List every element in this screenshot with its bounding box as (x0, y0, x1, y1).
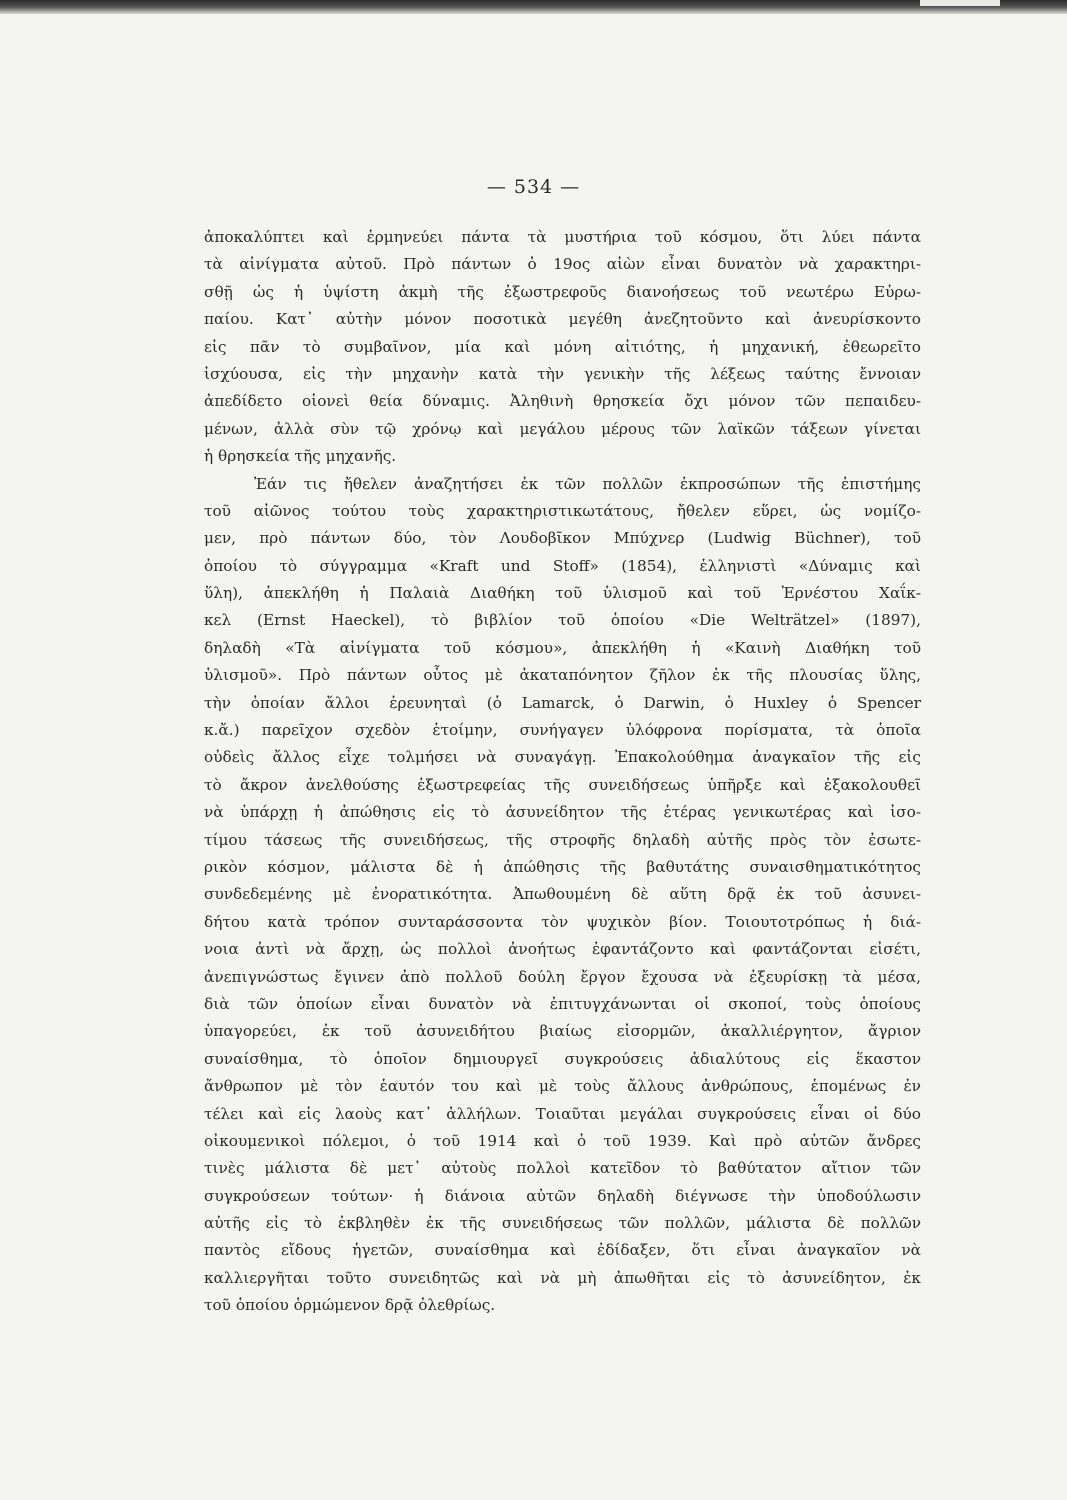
text-line: ὕλη), ἀπεκλήθη ἡ Παλαιὰ Διαθήκη τοῦ ὑλισμοῦ καὶ τοῦ Ἐρνέστου Χαΐκ- (204, 584, 921, 603)
text-line: αὐτῆς εἰς τὸ ἐκβληθὲν ἐκ τῆς συνειδήσεως τῶν πολλῶν, μάλιστα δὲ πολλῶν (204, 1214, 921, 1233)
text-line: μένων, ἀλλὰ σὺν τῷ χρόνῳ καὶ μεγάλου μέρους τῶν λαϊκῶν τάξεων γίνεται (204, 419, 921, 438)
paragraph-1 (204, 224, 921, 471)
text-line: τὴν ὁποίαν ἄλλοι ἐρευνηταὶ (ὁ Lamarck, ὁ Darwin, ὁ Huxley ὁ Spencer (204, 693, 921, 712)
text-line: εἰς πᾶν τὸ συμβαῖνον, μία καὶ μόνη αἰτιότης, ἡ μηχανική, ἐθεωρεῖτο (204, 337, 921, 356)
body-text (204, 224, 921, 1320)
text-line: ὁποίου τὸ σύγγραμμα «Kraft und Stoff» (1854), ἑλληνιστὶ «Δύναμις καὶ (204, 556, 921, 575)
text-line: ἀποκαλύπτει καὶ ἑρμηνεύει πάντα τὰ μυστήρια τοῦ κόσμου, ὅτι λύει πάντα (204, 228, 921, 246)
text-line: ἀπεδίδετο οἱονεὶ θεία δύναμις. Ἀληθινὴ θρησκεία ὄχι μόνον τῶν πεπαιδευ- (204, 392, 921, 411)
text-line: συγκρούσεων τούτων· ἡ διάνοια αὐτῶν δηλαδὴ διέγνωσε τὴν ὑποδούλωσιν (204, 1186, 921, 1205)
text-line: κ.ἄ.) παρεῖχον σχεδὸν ἑτοίμην, συνήγαγεν ὑλόφρονα πορίσματα, τὰ ὁποῖα (204, 721, 921, 740)
text-line: ἄνθρωπον μὲ τὸν ἑαυτόν του καὶ μὲ τοὺς ἄλλους ἀνθρώπους, ἑπομένως ἐν (204, 1077, 921, 1096)
text-line: νοια ἀντὶ νὰ ἄρχῃ, ὡς πολλοὶ ἀνοήτως ἐφαντάζοντο καὶ φαντάζονται εἰσέτι, (204, 940, 921, 959)
text-line: τέλει καὶ εἰς λαοὺς κατ᾽ ἀλλήλων. Τοιαῦται μεγάλαι συγκρούσεις εἶναι οἱ δύο (204, 1104, 921, 1123)
text-line: κελ (Ernst Haeckel), τὸ βιβλίον τοῦ ὁποίου «Die Welträtzel» (1897), (204, 611, 921, 630)
text-line: ἰσχύουσα, εἰς τὴν μηχανὴν κατὰ τὴν γενικὴν τῆς λέξεως ταύτης ἔννοιαν (204, 364, 921, 383)
text-line: ὑπαγορεύει, ἐκ τοῦ ἀσυνειδήτου βιαίως εἰσορμῶν, ἀκαλλιέργητον, ἄγριον (204, 1022, 921, 1041)
text-line: δηλαδὴ «Τὰ αἰνίγματα τοῦ κόσμου», ἀπεκλήθη ἡ «Καινὴ Διαθήκη τοῦ (204, 638, 921, 657)
text-line: συνδεδεμένης μὲ ἐνορατικότητα. Ἀπωθουμένη δὲ αὕτη δρᾷ ἐκ τοῦ ἀσυνει- (204, 885, 921, 904)
text-line: τινὲς μάλιστα δὲ μετ᾽ αὐτοὺς πολλοὶ κατεῖδον τὸ βαθύτατον αἴτιον τῶν (204, 1159, 921, 1178)
text-line: ρικὸν κόσμον, μάλιστα δὲ ἡ ἀπώθησις τῆς βαθυτάτης συναισθηματικότητος (204, 857, 921, 876)
text-line: δήτου κατὰ τρόπον συνταράσσοντα τὸν ψυχικὸν βίον. Τοιουτοτρόπως ἡ διά- (204, 912, 921, 931)
text-line: ὑλισμοῦ». Πρὸ πάντων οὗτος μὲ ἀκαταπόνητον ζῆλον ἐκ τῆς πλουσίας ὕλης, (204, 666, 921, 685)
text-line: μεν, πρὸ πάντων δύο, τὸν Λουδοβῖκον Μπύχνερ (Ludwig Büchner), τοῦ (204, 529, 921, 548)
text-line: τοῦ ὁποίου ὁρμώμενον δρᾷ ὀλεθρίως. (204, 1296, 496, 1315)
paragraph-2 (204, 471, 921, 1320)
text-line: σθῇ ὡς ἡ ὑψίστη ἀκμὴ τῆς ἐξωστρεφοῦς διανοήσεως τοῦ νεωτέρω Εὐρω- (204, 282, 921, 301)
text-line: Ἐάν τις ἤθελεν ἀναζητήσει ἐκ τῶν πολλῶν ἐκπροσώπων τῆς ἐπιστήμης (254, 474, 921, 493)
text-line: ἀνεπιγνώστως ἔγινεν ἀπὸ πολλοῦ δούλη ἔργον ἔχουσα νὰ ἐξευρίσκῃ τὰ μέσα, (204, 967, 921, 986)
text-line: νὰ ὑπάρχῃ ἡ ἀπώθησις εἰς τὸ ἀσυνείδητον τῆς ἑτέρας γενικωτέρας καὶ ἰσο- (204, 803, 921, 822)
text-line: καλλιεργῆται τοῦτο συνειδητῶς καὶ νὰ μὴ ἀπωθῆται εἰς τὸ ἀσυνείδητον, ἐκ (204, 1268, 921, 1287)
text-line: τίμου τάσεως τῆς συνειδήσεως, τῆς στροφῆς δηλαδὴ αὐτῆς πρὸς τὸν ἐσωτε- (204, 830, 921, 849)
text-line: διὰ τῶν ὁποίων εἶναι δυνατὸν νὰ ἐπιτυγχάνωνται οἱ σκοποί, τοὺς ὁποίους (204, 994, 921, 1013)
text-line: συναίσθημα, τὸ ὁποῖον δημιουργεῖ συγκρούσεις ἀδιαλύτους εἰς ἕκαστον (204, 1049, 921, 1068)
text-line: τὸ ἄκρον ἀνελθούσης ἐξωστρεφείας τῆς συνειδήσεως ὑπῆρξε καὶ ἐξακολουθεῖ (204, 775, 921, 794)
text-line: τοῦ αἰῶνος τούτου τοὺς χαρακτηριστικωτάτους, ἤθελεν εὕρει, ὡς νομίζο- (204, 501, 921, 520)
page-number: — 534 — (486, 176, 581, 198)
text-line: παντὸς εἴδους ἡγετῶν, συναίσθημα καὶ ἐδίδαξεν, ὅτι εἶναι ἀναγκαῖον νὰ (204, 1241, 921, 1260)
text-line: παίου. Κατ᾽ αὐτὴν μόνον ποσοτικὰ μεγέθη ἀνεζητοῦντο καὶ ἀνευρίσκοντο (204, 310, 921, 329)
text-line: ἡ θρησκεία τῆς μηχανῆς. (204, 447, 397, 466)
text-line: οἰκουμενικοὶ πόλεμοι, ὁ τοῦ 1914 καὶ ὁ τοῦ 1939. Καὶ πρὸ αὐτῶν ἄνδρες (204, 1131, 921, 1150)
text-line: οὐδεὶς ἄλλος εἶχε τολμήσει νὰ συναγάγῃ. Ἐπακολούθημα ἀναγκαῖον τῆς εἰς (204, 748, 921, 767)
text-line: τὰ αἰνίγματα αὐτοῦ. Πρὸ πάντων ὁ 19ος αἰὼν εἶναι δυνατὸν νὰ χαρακτηρι- (204, 255, 921, 274)
